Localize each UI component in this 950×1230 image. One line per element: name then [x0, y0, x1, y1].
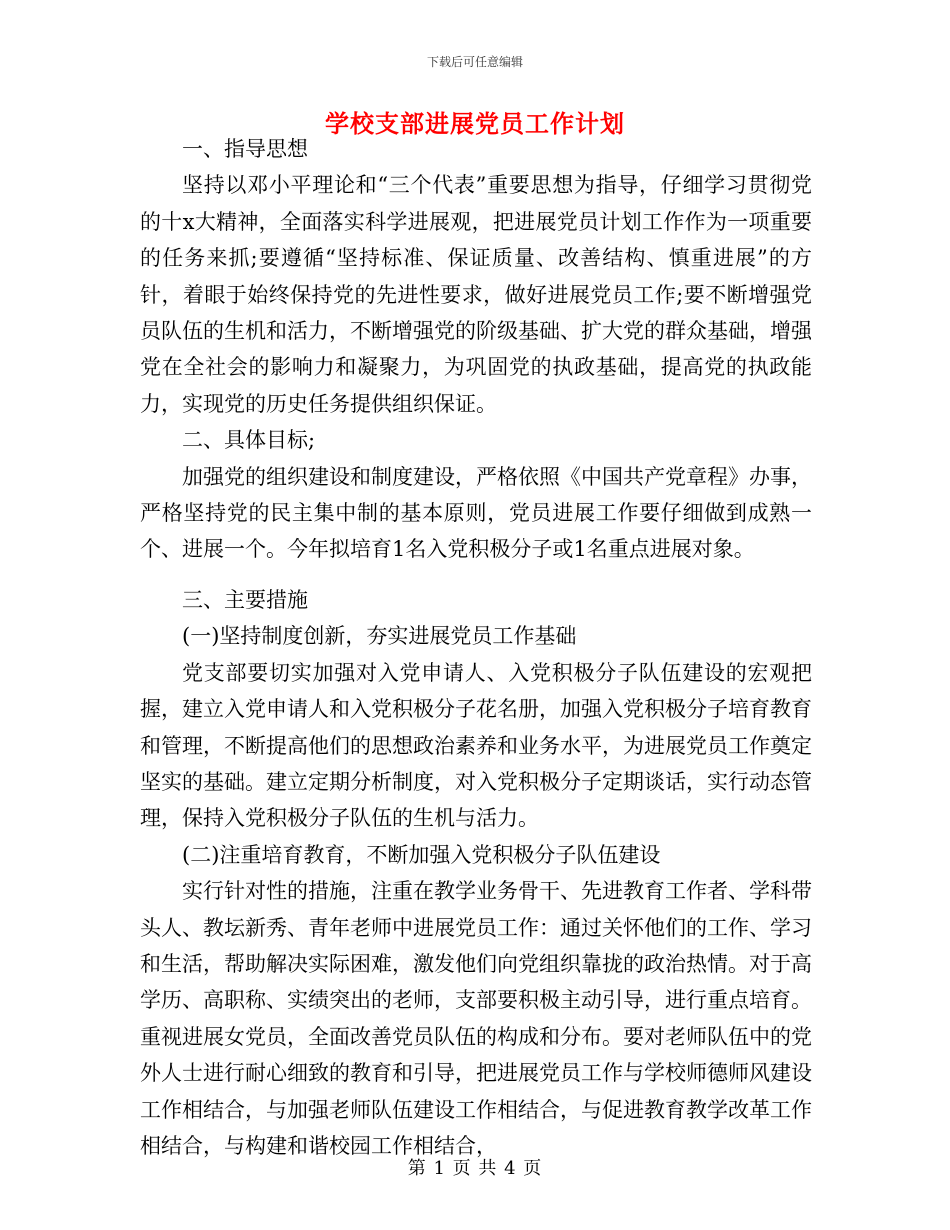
subsection-heading-2: (二)注重培育教育，不断加强入党积极分子队伍建设 [182, 842, 661, 867]
paragraph-subsection-1: 党支部要切实加强对入党申请人、入党积极分子队伍建设的宏观把握，建立入党申请人和入党积极分子花名册，加强入党积极分子培育教育和管理，不断提高他们的思想政治素养和业务水平，为进展党员工作奠定坚实的基础。建立定期分析制度，对入党积极分子定期谈话，实行动态管理，保持入党积极分子队伍的生机与活力。 [140, 660, 812, 831]
subsection-heading-1: (一)坚持制度创新，夯实进展党员工作基础 [182, 624, 577, 649]
document-body [140, 131, 812, 1164]
paragraph-guiding-ideology: 坚持以邓小平理论和“三个代表”重要思想为指导，仔细学习贯彻党的十x大精神，全面落实科学进展观，把进展党员计划工作作为一项重要的任务来抓;要遵循“坚持标准、保证质量、改善结构、慎重进展”的方针，着眼于始终保持党的先进性要求，做好进展党员工作;要不断增强党员队伍的生机和活力，不断增强党的阶级基础、扩大党的群众基础，增强党在全社会的影响力和凝聚力，为巩固党的执政基础，提高党的执政能力，实现党的历史任务提供组织保证。 [140, 173, 812, 416]
page-number-footer: 第 1 页 共 4 页 [407, 1158, 543, 1179]
paragraph-specific-goals: 加强党的组织建设和制度建设，严格依照《中国共产党章程》办事，严格坚持党的民主集中制的基本原则，党员进展工作要仔细做到成熟一个、进展一个。今年拟培育1名入党积极分子或1名重点进展对象。 [140, 464, 812, 562]
section-heading-guiding-ideology: 一、指导思想 [182, 137, 308, 161]
section-heading-specific-goals: 二、具体目标; [182, 428, 316, 453]
section-heading-main-measures: 三、主要措施 [182, 587, 308, 612]
header-note: 下载后可任意编辑 [426, 55, 523, 69]
document-title: 学校支部进展党员工作计划 [325, 109, 625, 138]
paragraph-gap [140, 568, 812, 582]
paragraph-subsection-2: 实行针对性的措施，注重在教学业务骨干、先进教育工作者、学科带头人、教坛新秀、青年老师中进展党员工作：通过关怀他们的工作、学习和生活，帮助解决实际困难，激发他们向党组织靠拢的政治热情。对于高学历、高职称、实绩突出的老师，支部要积极主动引导，进行重点培育。重视进展女党员，全面改善党员队伍的构成和分布。要对老师队伍中的党外人士进行耐心细致的教育和引导，把进展党员工作与学校师德师风建设工作相结合，与加强老师队伍建设工作相结合，与促进教育教学改革工作相结合，与构建和谐校园工作相结合， [140, 879, 812, 1158]
